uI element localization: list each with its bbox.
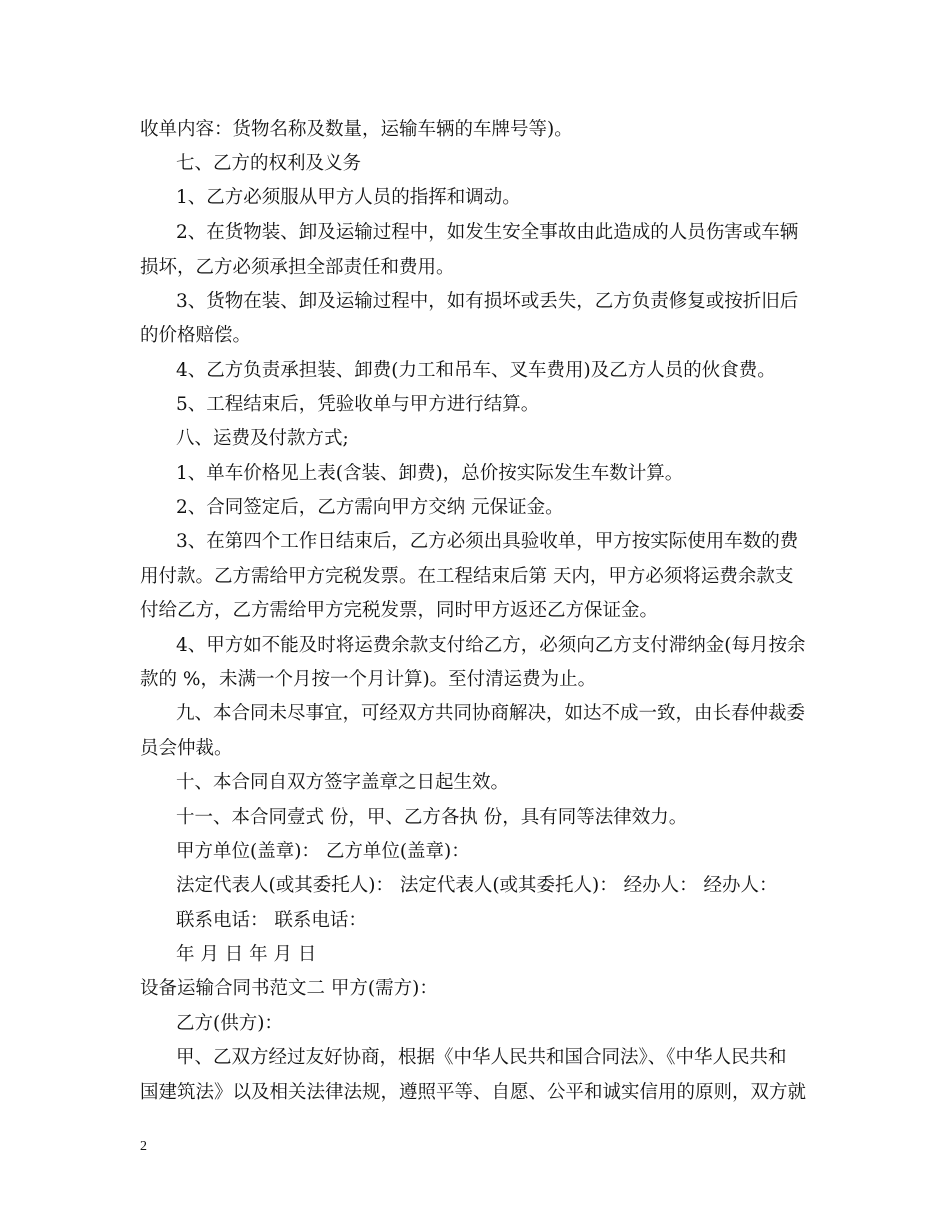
text-line: 款的 %，未满一个月按一个月计算)。至付清运费为止。 — [140, 669, 597, 690]
party-line: 乙方(供方)： — [176, 1013, 283, 1034]
section-heading: 七、乙方的权利及义务 — [176, 153, 362, 174]
text-line: 用付款。乙方需给甲方完税发票。在工程结束后第 天内，甲方必须将运费余款支 — [140, 566, 794, 587]
text-line: 收单内容：货物名称及数量，运输车辆的车牌号等)。 — [140, 119, 573, 140]
signature-line: 联系电话： 联系电话： — [176, 910, 367, 931]
section-heading: 九、本合同未尽事宜，可经双方共同协商解决，如达不成一致，由长春仲裁委 — [176, 703, 806, 724]
text-line: 付给乙方，乙方需给甲方完税发票，同时甲方返还乙方保证金。 — [140, 600, 659, 621]
text-line: 2、在货物装、卸及运输过程中，如发生安全事故由此造成的人员伤害或车辆 — [176, 222, 799, 243]
date-line: 年 月 日 年 月 日 — [176, 944, 317, 965]
text-line: 2、合同签定后，乙方需向甲方交纳 元保证金。 — [176, 497, 564, 518]
signature-line: 甲方单位(盖章)： 乙方单位(盖章)： — [176, 841, 470, 862]
text-line: 3、货物在装、卸及运输过程中，如有损坏或丢失，乙方负责修复或按折旧后 — [176, 291, 799, 312]
document-title: 设备运输合同书范文二 甲方(需方)： — [140, 978, 438, 999]
page-number: 2 — [140, 1139, 147, 1154]
text-line: 5、工程结束后，凭验收单与甲方进行结算。 — [176, 394, 540, 415]
section-heading: 十、本合同自双方签字盖章之日起生效。 — [176, 772, 510, 793]
signature-line: 法定代表人(或其委托人)： 法定代表人(或其委托人)： 经办人： 经办人： — [176, 875, 778, 896]
section-heading: 八、运费及付款方式; — [176, 428, 349, 449]
text-line: 1、乙方必须服从甲方人员的指挥和调动。 — [176, 187, 521, 208]
text-line: 甲、乙双方经过友好协商，根据《中华人民共和国合同法》、《中华人民共和 — [176, 1047, 787, 1068]
text-line: 员会仲裁。 — [140, 738, 233, 759]
text-line: 4、乙方负责承担装、卸费(力工和吊车、叉车费用)及乙方人员的伙食费。 — [176, 360, 776, 381]
text-line: 的价格赔偿。 — [140, 325, 252, 346]
text-line: 国建筑法》以及相关法律法规，遵照平等、自愿、公平和诚实信用的原则，双方就 — [140, 1082, 807, 1103]
text-line: 4、甲方如不能及时将运费余款支付给乙方，必须向乙方支付滞纳金(每月按余 — [176, 635, 806, 656]
text-line: 损坏，乙方必须承担全部责任和费用。 — [140, 257, 455, 278]
text-line: 1、单车价格见上表(含装、卸费)，总价按实际发生车数计算。 — [176, 463, 684, 484]
section-heading: 十一、本合同壹式 份，甲、乙方各执 份，具有同等法律效力。 — [176, 807, 688, 828]
text-line: 3、在第四个工作日结束后，乙方必须出具验收单，甲方按实际使用车数的费 — [176, 531, 799, 552]
